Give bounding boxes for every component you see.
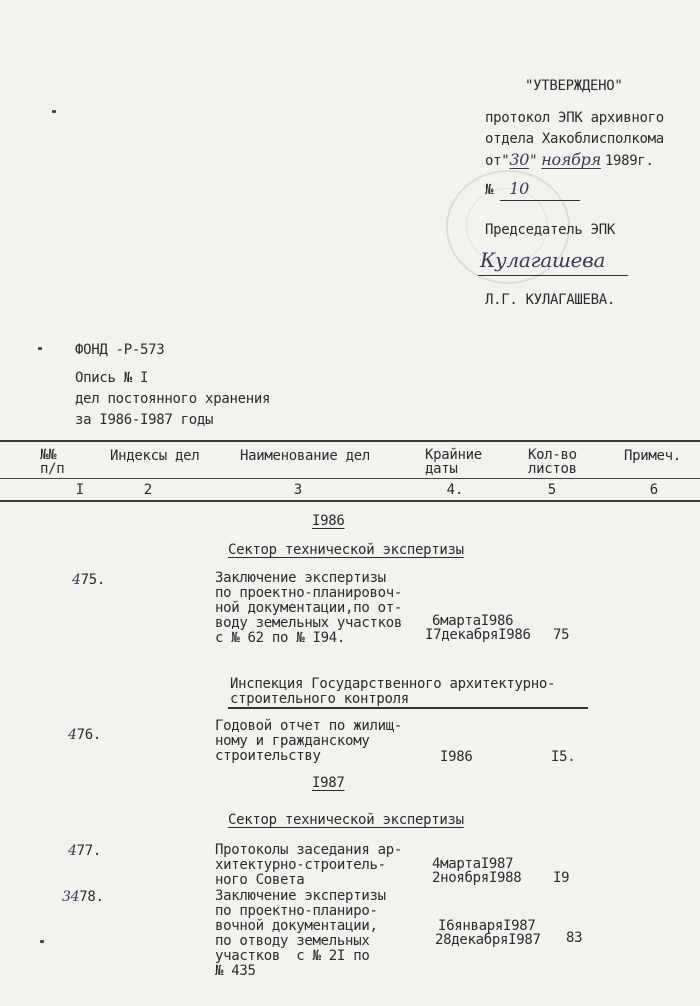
entry-75-sheets: 75 — [553, 627, 570, 643]
inspection-underline — [228, 707, 588, 709]
date-month-handwritten: ноября — [541, 150, 601, 169]
section-heading-inspection-1: Инспекция Государственного архитектурно- — [230, 676, 556, 692]
approval-line2: отдела Хакоблисполкома — [485, 131, 664, 147]
entry-78-sheets: 83 — [566, 930, 583, 946]
table-numbers-rule — [0, 500, 700, 502]
col-number-4: 4. — [446, 482, 464, 498]
col-header-notes: Примеч. — [624, 448, 681, 464]
entry-75-title: Заключение экспертизы по проектно-планировоч- ной документации,по от- воду земельных участков с № 62 по № I94. — [215, 570, 402, 646]
entry-75-date-start: 6мартаI986 — [432, 613, 514, 629]
protocol-number: № 10 — [485, 179, 530, 198]
approval-date: от"30" ноября 1989г. — [485, 150, 654, 169]
margin-mark — [52, 110, 56, 113]
entry-76-number: 476. — [68, 727, 101, 743]
col-number-5: 5 — [547, 482, 557, 498]
entry-78-date-end: 28декабряI987 — [435, 932, 541, 948]
col-header-title: Наименование дел — [240, 448, 371, 464]
entry-76-title: Годовой отчет по жилищ- ному и гражданскому строительству — [215, 718, 402, 764]
entry-75-date-end: I7декабряI986 — [425, 627, 531, 643]
chairman-name: Л.Г. КУЛАГАШЕВА. — [485, 292, 616, 308]
col-header-index: Индексы дел — [110, 448, 200, 464]
col-number-1: I — [75, 482, 85, 498]
approval-line1: протокол ЭПК архивного — [485, 110, 664, 126]
entry-77-number: 477. — [68, 843, 101, 859]
margin-mark — [38, 347, 42, 350]
year-heading-1986: I986 — [312, 513, 345, 529]
inventory-subtitle: дел постоянного хранения — [75, 391, 271, 407]
table-header-rule — [0, 478, 700, 479]
col-number-2: 2 — [143, 482, 153, 498]
table-top-rule — [0, 440, 700, 442]
entry-77-date-end: 2ноябряI988 — [432, 870, 522, 886]
section-heading-sector-1: Сектор технической экспертизы — [228, 542, 464, 558]
signature-line — [478, 275, 628, 276]
entry-78-number: 3478. — [62, 889, 104, 905]
section-heading-inspection-2: строительного контроля — [230, 691, 409, 707]
year-heading-1987: I987 — [312, 775, 345, 791]
entry-77-date-start: 4мартаI987 — [432, 856, 514, 872]
entry-77-title: Протоколы заседания ар- хитектурно-строитель- ного Совета — [215, 842, 402, 888]
col-header-dates: Крайние даты — [425, 447, 482, 477]
entry-78-title: Заключение экспертизы по проектно-планиро- вочной документации, по отводу земельных участков с № 2I по № 435 — [215, 888, 386, 979]
inventory-years: за I986-I987 годы — [75, 412, 214, 428]
approval-title: "УТВЕРЖДЕНО" — [525, 78, 623, 94]
date-day-handwritten: 30 — [509, 150, 530, 169]
entry-75-number: 475. — [72, 572, 105, 588]
margin-mark — [40, 940, 44, 943]
entry-78-date-start: I6январяI987 — [438, 918, 536, 934]
entry-76-date: I986 — [440, 749, 473, 765]
chairman-label: Председатель ЭПК — [485, 222, 616, 238]
fond-number: ФОНД -Р-573 — [75, 342, 165, 358]
col-header-sheets: Кол-во листов — [528, 447, 577, 477]
entry-77-sheets: I9 — [553, 870, 570, 886]
chairman-signature: Кулагашева — [480, 248, 606, 272]
protocol-number-handwritten: 10 — [509, 179, 530, 198]
col-header-number: №№ п/п — [40, 447, 65, 477]
col-number-3: 3 — [293, 482, 303, 498]
section-heading-sector-2: Сектор технической экспертизы — [228, 812, 464, 828]
col-number-6: 6 — [649, 482, 659, 498]
entry-76-sheets: I5. — [551, 749, 576, 765]
number-underline — [500, 200, 580, 201]
opis-number: Опись № I — [75, 370, 149, 386]
